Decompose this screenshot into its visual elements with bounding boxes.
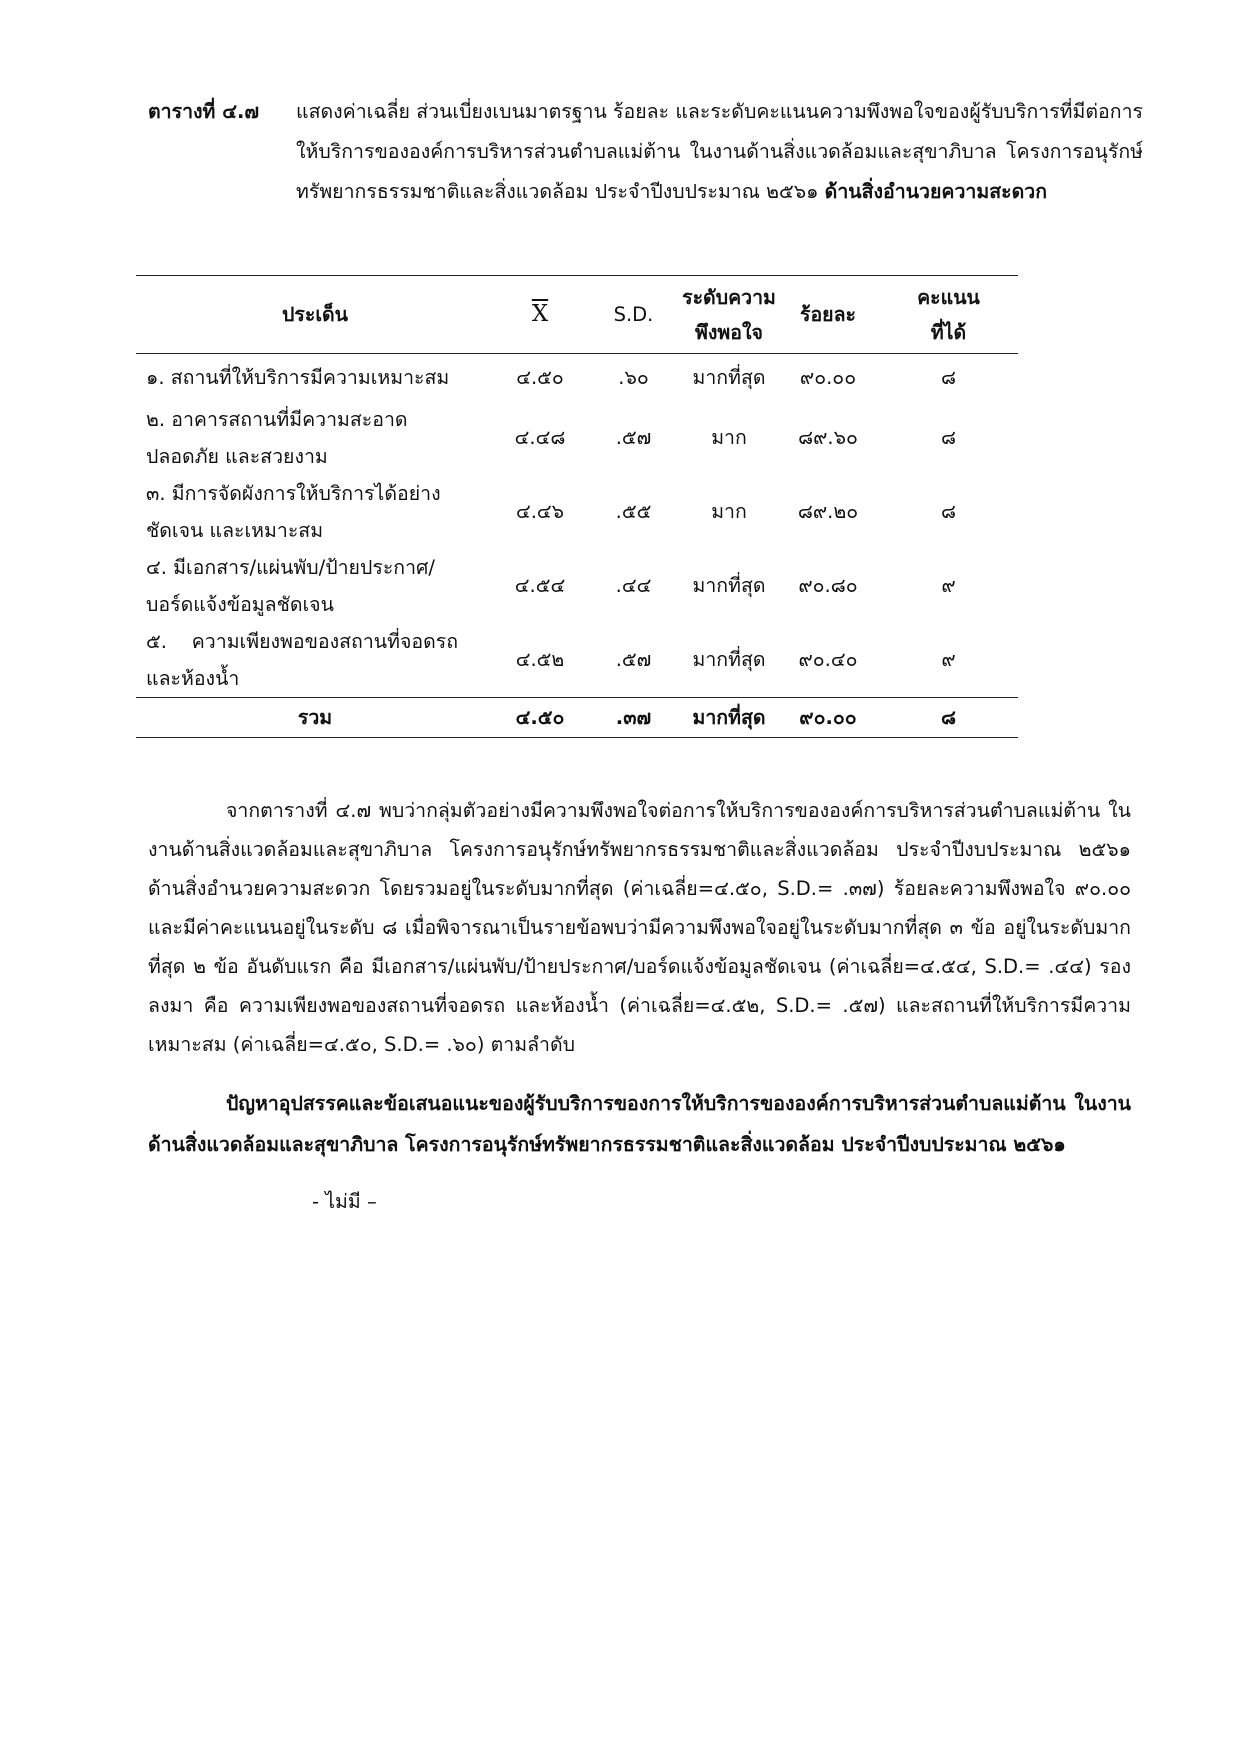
none-text: - ไม่มี – <box>312 1190 377 1213</box>
row-issue-line2: ชัดเจน และเหมาะสม <box>146 518 324 542</box>
table-header-row <box>136 276 1018 354</box>
row-level: มากที่สุด <box>692 574 766 597</box>
row-sd: .๔๔ <box>615 574 652 597</box>
table-caption <box>148 92 1143 212</box>
row-percent: ๙๐.๘๐ <box>798 574 858 597</box>
row-mean: ๔.๕๔ <box>514 574 566 597</box>
row-score: ๘ <box>940 426 957 449</box>
row-mean: ๔.๔๖ <box>515 500 565 523</box>
header-mean-symbol: $\overline{X}$ <box>531 301 549 327</box>
row-mean: ๔.๕๒ <box>515 648 565 671</box>
table-body <box>136 354 1018 698</box>
row-issue-line1: ๓. มีการจัดผังการให้บริการได้อย่าง <box>146 481 441 505</box>
satisfaction-table <box>136 275 1018 738</box>
row-sd: .๖๐ <box>618 365 649 389</box>
row-percent: ๙๐.๐๐ <box>799 365 857 389</box>
total-mean: ๔.๕๐ <box>515 705 565 729</box>
row-level: มาก <box>711 500 747 523</box>
table-row <box>136 354 1018 401</box>
total-score: ๘ <box>940 705 957 729</box>
row-issue-line1: ๕. ความเพียงพอของสถานที่จอดรถ <box>146 629 459 653</box>
table-caption-text <box>296 92 1143 212</box>
header-score-line2: ที่ได้ <box>930 320 967 344</box>
table-caption-topic: ด้านสิ่งอำนวยความสะดวก <box>824 180 1047 203</box>
header-issue: ประเด็น <box>282 303 348 326</box>
row-issue-line1: ๔. มีเอกสาร/แผ่นพับ/ป้ายประกาศ/ <box>146 555 435 579</box>
summary-paragraph: จากตารางที่ ๔.๗ พบว่ากลุ่มตัวอย่างมีความพึงพอใจต่อการให้บริการขององค์การบริหารส่วนตำบลแม่ต้าน ในงานด้านสิ่งแวดล้อมและสุขาภิบาล โครงการอนุรักษ์ทรัพยากรธรรมชาติและสิ่งแวดล้อม ประจำปีงบประมาณ ๒๕๖๑ ด้านสิ่งอำนวยความสะดวก โดยรวมอยู่ในระดับมากที่สุด (ค่าเฉลี่ย=๔.๕๐, S.D.= .๓๗) ร้อยละความพึงพอใจ ๙๐.๐๐ และมีค่าคะแนนอยู่ในระดับ ๘ เมื่อพิจารณาเป็นรายข้อพบว่ามีความพึงพอใจอยู่ในระดับมากที่สุด ๓ ข้อ อยู่ในระดับมากที่สุด ๒ ข้อ อันดับแรก คือ มีเอกสาร/แผ่นพับ/ป้ายประกาศ/บอร์ดแจ้งข้อมูลชัดเจน (ค่าเฉลี่ย=๔.๕๔, S.D.= .๔๔) รองลงมา คือ ความเพียงพอของสถานที่จอดรถ และห้องน้ำ (ค่าเฉลี่ย=๔.๕๒, S.D.= .๕๗) และสถานที่ให้บริการมีความเหมาะสม (ค่าเฉลี่ย=๔.๕๐, S.D.= .๖๐) ตามลำดับ <box>148 798 1131 1056</box>
row-score: ๙ <box>941 574 956 597</box>
row-level: มากที่สุด <box>692 365 766 389</box>
row-issue <box>136 401 494 475</box>
row-percent: ๘๙.๖๐ <box>798 426 858 449</box>
row-sd: .๕๗ <box>615 648 652 671</box>
table-row <box>136 475 1018 549</box>
row-score: ๘ <box>940 500 957 523</box>
total-label: รวม <box>297 705 333 729</box>
row-issue-line1: ๒. อาคารสถานที่มีความสะอาด <box>146 407 408 431</box>
total-percent: ๙๐.๐๐ <box>799 705 857 729</box>
table-row <box>136 401 1018 475</box>
header-percent: ร้อยละ <box>799 303 857 326</box>
row-level: มาก <box>711 426 747 449</box>
total-sd: .๓๗ <box>615 705 652 729</box>
row-sd: .๕๗ <box>615 426 652 449</box>
header-sd: S.D. <box>613 303 654 326</box>
header-level-line2: พึงพอใจ <box>695 320 763 344</box>
header-score-line1: คะแนน <box>917 285 980 309</box>
header-mean <box>494 276 586 354</box>
row-level: มากที่สุด <box>692 648 766 671</box>
header-level-line1: ระดับความ <box>682 285 776 309</box>
problems-heading: ปัญหาอุปสรรคและข้อเสนอแนะของผู้รับบริการของการให้บริการขององค์การบริหารส่วนตำบลแม่ต้าน ในงานด้านสิ่งแวดล้อมและสุขาภิบาล โครงการอนุรักษ์ทรัพยากรธรรมชาติและสิ่งแวดล้อม ประจำปีงบประมาณ ๒๕๖๑ <box>148 1091 1131 1156</box>
row-sd: .๕๕ <box>615 500 652 523</box>
row-issue-line2: และห้องน้ำ <box>146 666 240 690</box>
table-row <box>136 623 1018 698</box>
row-issue-line2: บอร์ดแจ้งข้อมูลชัดเจน <box>146 592 334 616</box>
row-percent: ๘๙.๒๐ <box>797 500 859 523</box>
row-issue-line2: ปลอดภัย และสวยงาม <box>146 444 328 468</box>
row-issue-line1: ๑. สถานที่ให้บริการมีความเหมาะสม <box>146 365 450 389</box>
row-mean: ๔.๔๘ <box>514 426 566 449</box>
header-level <box>681 276 777 354</box>
row-issue <box>136 549 494 623</box>
row-issue <box>136 623 494 698</box>
table-caption-body: แสดงค่าเฉลี่ย ส่วนเบี่ยงเบนมาตรฐาน ร้อยละ และระดับคะแนนความพึงพอใจของผู้รับบริการที่มีต่อการให้บริการขององค์การบริหารส่วนตำบลแม่ต้าน ในงานด้านสิ่งแวดล้อมและสุขาภิบาล โครงการอนุรักษ์ทรัพยากรธรรมชาติและสิ่งแวดล้อม ประจำปีงบประมาณ ๒๕๖๑ <box>296 100 1143 203</box>
row-issue <box>136 475 494 549</box>
row-score: ๘ <box>940 365 957 389</box>
table-total-row <box>136 697 1018 737</box>
table-row <box>136 549 1018 623</box>
table-caption-label: ตารางที่ ๔.๗ <box>148 100 260 123</box>
header-score <box>879 276 1018 354</box>
table-footer <box>136 697 1018 737</box>
row-percent: ๙๐.๔๐ <box>798 648 858 671</box>
table-header <box>136 276 1018 354</box>
row-issue <box>136 354 494 401</box>
row-score: ๙ <box>941 648 956 671</box>
total-level: มากที่สุด <box>692 705 766 729</box>
row-mean: ๔.๕๐ <box>516 365 564 389</box>
